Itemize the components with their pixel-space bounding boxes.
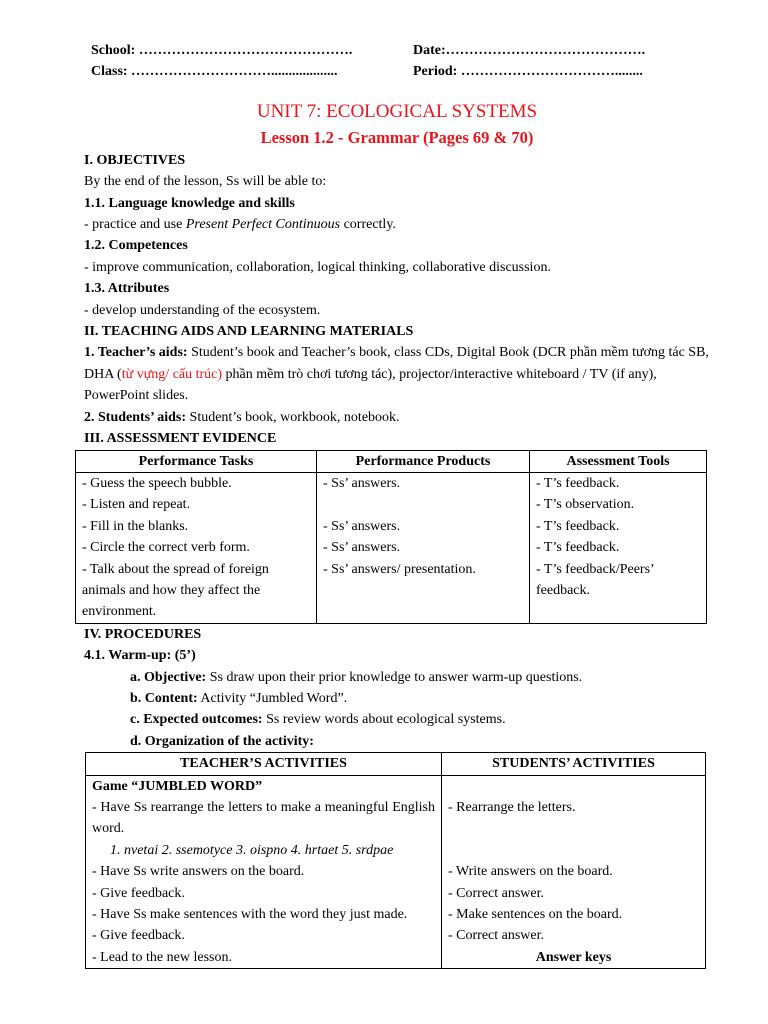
- competences-heading: 1.2. Competences: [84, 238, 188, 254]
- outcomes-line: c. Expected outcomes: Ss review words about ecological systems.: [130, 712, 506, 728]
- aids-heading: II. TEACHING AIDS AND LEARNING MATERIALS: [84, 324, 414, 340]
- column-header: Performance Products: [317, 450, 530, 472]
- assessment-table: [75, 450, 707, 624]
- assessment-heading: III. ASSESSMENT EVIDENCE: [84, 431, 277, 447]
- column-header: Performance Tasks: [76, 450, 317, 472]
- lesson-plan-page: [84, 40, 710, 969]
- tools-cell: - T’s feedback. - T’s observation. - T’s feedback. - T’s feedback. - T’s feedback/Peers’ feedback.: [530, 472, 707, 623]
- language-knowledge-text: - practice and use Present Perfect Continuous correctly.: [84, 217, 396, 233]
- header-row-1: [84, 40, 710, 61]
- table-header-row: [86, 753, 706, 775]
- objective-line: a. Objective: Ss draw upon their prior knowledge to answer warm-up questions.: [130, 669, 583, 685]
- attributes-text: - develop understanding of the ecosystem.: [84, 302, 321, 318]
- student-aids: 2. Students’ aids: Student’s book, workbook, notebook.: [84, 409, 400, 425]
- period-field: Period: ……………………………........: [413, 64, 643, 80]
- column-header: TEACHER’S ACTIVITIES: [86, 753, 442, 775]
- lesson-title: Lesson 1.2 - Grammar (Pages 69 & 70): [260, 127, 534, 147]
- table-row: [76, 472, 707, 623]
- activity-table: [85, 752, 706, 969]
- attributes-heading: 1.3. Attributes: [84, 281, 170, 297]
- school-field: School: ……………………………………….: [91, 43, 353, 58]
- objectives-heading: I. OBJECTIVES: [84, 152, 186, 168]
- teacher-activities-cell: Game “JUMBLED WORD” - Have Ss rearrange the letters to make a meaningful English word. 1. nvetai 2. ssemotyce 3. oispno 4. hrtaet 5. srdpae - Have Ss write answers on the board. - Give feedback. - Have Ss make sentences with the word they just made. - Give feedback. - Lead to the new lesson.: [86, 775, 442, 969]
- objectives-intro: By the end of the lesson, Ss will be able to:: [84, 174, 327, 190]
- students-activities-cell: - Rearrange the letters. - Write answers on the board. - Correct answer. - Make sentences on the board. - Correct answer. Answer keys: [442, 775, 706, 969]
- procedures-heading: IV. PROCEDURES: [84, 626, 202, 642]
- teacher-aids: 1. Teacher’s aids: Student’s book and Teacher’s book, class CDs, Digital Book (DCR phần mềm tương tác SB, DHA (từ vựng/ cấu trúc) phần mềm trò chơi tương tác), projector/interactive whiteboard / TV (if any), PowerPoint slides.: [84, 345, 709, 404]
- organization-line: d. Organization of the activity:: [130, 733, 314, 749]
- tasks-cell: - Guess the speech bubble. - Listen and repeat. - Fill in the blanks. - Circle the correct verb form. - Talk about the spread of foreign animals and how they affect the environment.: [76, 472, 317, 623]
- date-field: Date:…………………………………….: [413, 43, 646, 58]
- table-header-row: [76, 450, 707, 472]
- products-cell: - Ss’ answers. - Ss’ answers. - Ss’ answers. - Ss’ answers/ presentation.: [317, 472, 530, 623]
- content-line: b. Content: Activity “Jumbled Word”.: [130, 690, 348, 706]
- class-field: Class: …………………………...................: [91, 64, 338, 80]
- competences-text: - improve communication, collaboration, logical thinking, collaborative discussion.: [84, 259, 551, 275]
- language-knowledge-heading: 1.1. Language knowledge and skills: [84, 195, 295, 211]
- column-header: STUDENTS’ ACTIVITIES: [442, 753, 706, 775]
- warmup-heading: 4.1. Warm-up: (5’): [84, 648, 196, 664]
- unit-title: UNIT 7: ECOLOGICAL SYSTEMS: [256, 100, 538, 122]
- header-row-2: [84, 61, 710, 82]
- table-row: [86, 775, 706, 969]
- column-header: Assessment Tools: [530, 450, 707, 472]
